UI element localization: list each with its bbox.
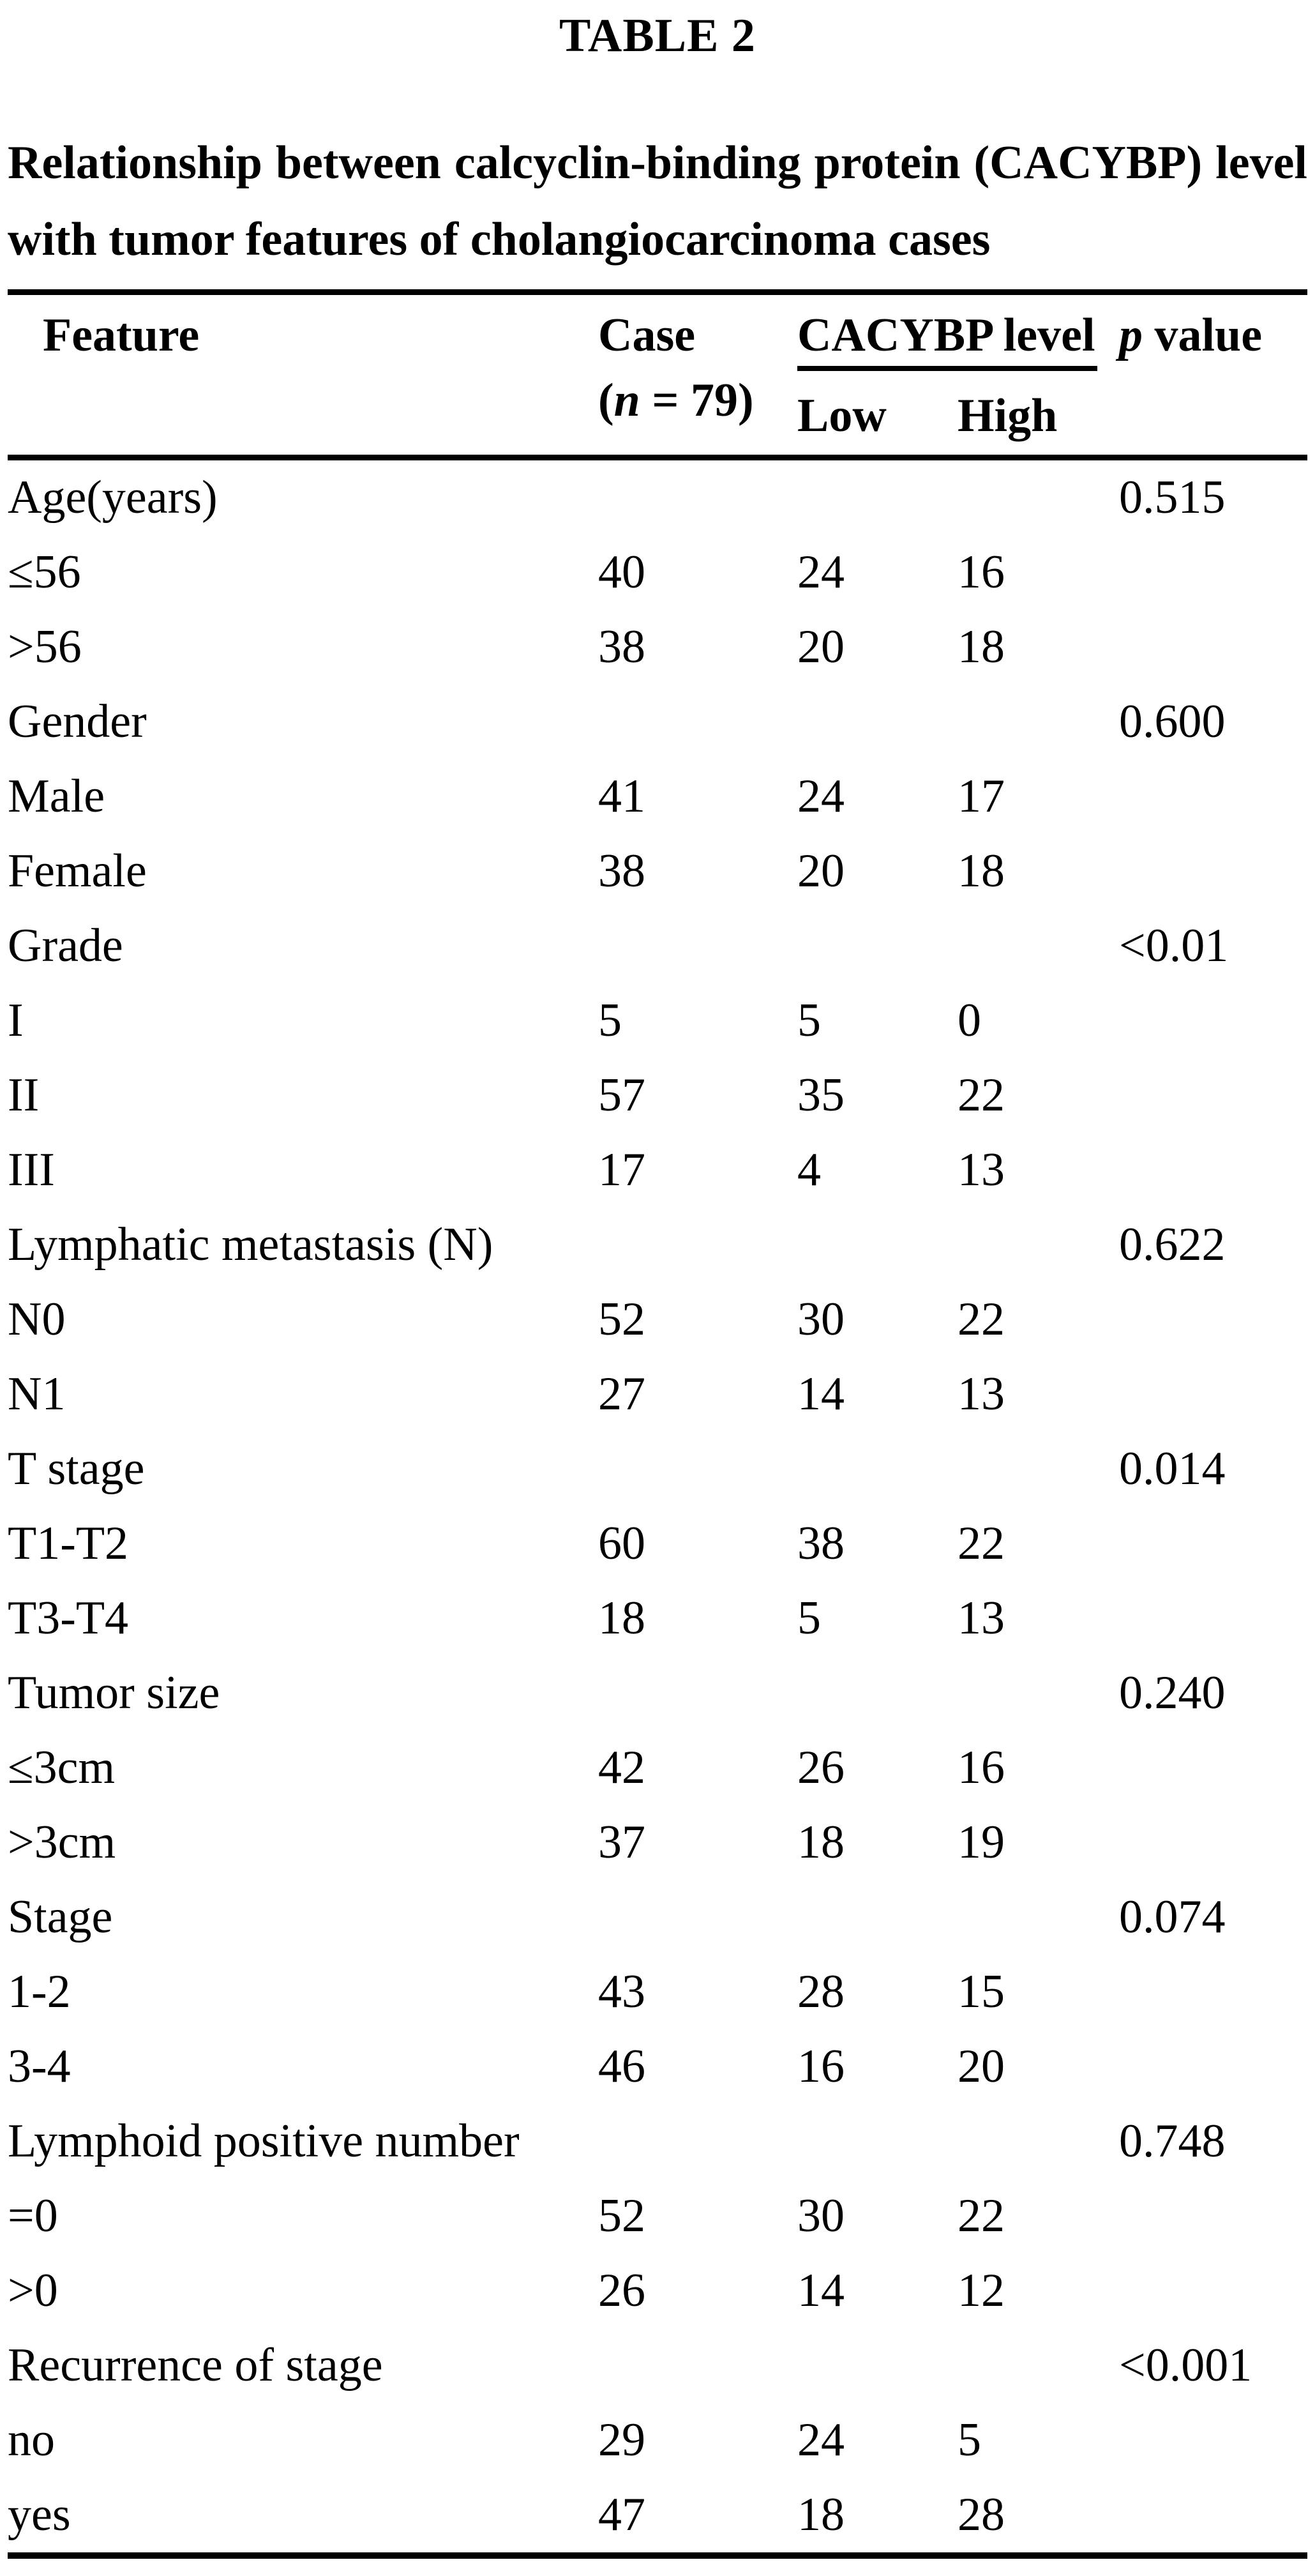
feature-cell: 3-4 bbox=[8, 2040, 71, 2093]
p-italic: p bbox=[1119, 309, 1143, 361]
table-body bbox=[8, 460, 1307, 2556]
high-count-cell: 13 bbox=[958, 1144, 1005, 1196]
case-count-cell bbox=[598, 1432, 797, 1506]
high-count-cell: 12 bbox=[958, 2264, 1005, 2317]
header-high: High bbox=[958, 390, 1058, 442]
low-count-cell: 24 bbox=[797, 2414, 845, 2466]
high-count-cell: 22 bbox=[958, 1517, 1005, 1570]
high-count-cell: 17 bbox=[958, 770, 1005, 822]
p-value-cell bbox=[1119, 535, 1307, 610]
table-row bbox=[8, 610, 1307, 685]
high-count-cell bbox=[958, 1208, 1119, 1282]
case-count-cell: 42 bbox=[598, 1741, 645, 1794]
table-row bbox=[8, 983, 1307, 1058]
feature-cell: III bbox=[8, 1144, 55, 1196]
case-count-cell: 60 bbox=[598, 1517, 645, 1570]
p-value-cell: 0.600 bbox=[1119, 695, 1226, 748]
p-value-cell bbox=[1119, 1955, 1307, 2029]
table-row bbox=[8, 2029, 1307, 2104]
p-value-cell: 0.240 bbox=[1119, 1667, 1226, 1719]
case-count-cell: 38 bbox=[598, 621, 645, 673]
p-value-cell bbox=[1119, 1357, 1307, 1432]
feature-cell: II bbox=[8, 1069, 40, 1121]
table-row bbox=[8, 535, 1307, 610]
case-count-cell bbox=[598, 1880, 797, 1955]
feature-cell: Lymphatic metastasis (N) bbox=[8, 1218, 493, 1271]
feature-cell: Gender bbox=[8, 695, 147, 748]
low-count-cell: 35 bbox=[797, 1069, 845, 1121]
p-value-cell: 0.748 bbox=[1119, 2115, 1226, 2167]
low-count-cell bbox=[797, 1432, 958, 1506]
high-count-cell: 13 bbox=[958, 1368, 1005, 1420]
p-value-cell: <0.01 bbox=[1119, 920, 1229, 972]
p-value-cell bbox=[1119, 1133, 1307, 1208]
p-value-cell: <0.001 bbox=[1119, 2339, 1252, 2391]
p-value-cell bbox=[1119, 1581, 1307, 1656]
feature-cell: =0 bbox=[8, 2190, 58, 2242]
table-row bbox=[8, 1432, 1307, 1506]
table-row bbox=[8, 1880, 1307, 1955]
case-count-cell bbox=[598, 460, 797, 535]
table-row bbox=[8, 2104, 1307, 2179]
header-feature: Feature bbox=[43, 309, 200, 361]
feature-cell: I bbox=[8, 994, 24, 1047]
high-count-cell: 22 bbox=[958, 2190, 1005, 2242]
case-count-cell: 17 bbox=[598, 1144, 645, 1196]
case-count-cell: 27 bbox=[598, 1368, 645, 1420]
high-count-cell: 20 bbox=[958, 2040, 1005, 2093]
table-row bbox=[8, 1133, 1307, 1208]
table-number-title: TABLE 2 bbox=[559, 10, 756, 62]
feature-cell: N0 bbox=[8, 1293, 66, 1345]
p-value-cell bbox=[1119, 1731, 1307, 1805]
header-p-value bbox=[1119, 309, 1263, 361]
case-count-cell bbox=[598, 685, 797, 759]
table-header bbox=[8, 289, 1307, 460]
case-count-cell: 5 bbox=[598, 994, 622, 1047]
case-count-cell bbox=[598, 1656, 797, 1731]
low-count-cell bbox=[797, 1880, 958, 1955]
case-count-cell bbox=[598, 2104, 797, 2179]
p-value-cell: 0.515 bbox=[1119, 471, 1226, 524]
high-count-cell bbox=[958, 2104, 1119, 2179]
case-count-cell: 40 bbox=[598, 546, 645, 598]
p-rest: value bbox=[1143, 309, 1263, 361]
case-n-italic: n bbox=[613, 374, 640, 427]
header-case: Case bbox=[598, 309, 696, 361]
high-count-cell: 0 bbox=[958, 994, 981, 1047]
table-row bbox=[8, 1506, 1307, 1581]
low-count-cell: 30 bbox=[797, 1293, 845, 1345]
low-count-cell bbox=[797, 909, 958, 983]
case-count-cell: 18 bbox=[598, 1592, 645, 1644]
p-value-cell bbox=[1119, 2403, 1307, 2478]
case-count-cell bbox=[598, 2328, 797, 2403]
p-value-cell bbox=[1119, 834, 1307, 909]
caption-line-1: Relationship between calcyclin-binding protein (CACYBP) level bbox=[8, 137, 1307, 189]
high-count-cell bbox=[958, 909, 1119, 983]
feature-cell: 1-2 bbox=[8, 1966, 71, 2018]
low-count-cell: 14 bbox=[797, 2264, 845, 2317]
table-row bbox=[8, 1805, 1307, 1880]
low-count-cell: 18 bbox=[797, 1816, 845, 1868]
p-value-cell bbox=[1119, 759, 1307, 834]
p-value-cell bbox=[1119, 1506, 1307, 1581]
low-count-cell: 5 bbox=[797, 1592, 821, 1644]
p-value-cell bbox=[1119, 1282, 1307, 1357]
table-row bbox=[8, 1731, 1307, 1805]
table-row bbox=[8, 1208, 1307, 1282]
low-count-cell: 18 bbox=[797, 2489, 845, 2541]
table-row bbox=[8, 1656, 1307, 1731]
case-count-cell bbox=[598, 1208, 797, 1282]
feature-cell: >56 bbox=[8, 621, 82, 673]
low-count-cell: 30 bbox=[797, 2190, 845, 2242]
feature-cell: T stage bbox=[8, 1443, 145, 1495]
p-value-cell: 0.622 bbox=[1119, 1218, 1226, 1271]
table-row bbox=[8, 1058, 1307, 1133]
case-count-cell: 37 bbox=[598, 1816, 645, 1868]
table-caption bbox=[8, 125, 1307, 278]
high-count-cell bbox=[958, 1880, 1119, 1955]
high-count-cell bbox=[958, 1656, 1119, 1731]
table-row bbox=[8, 2478, 1307, 2556]
high-count-cell bbox=[958, 1432, 1119, 1506]
feature-cell: Age(years) bbox=[8, 471, 218, 524]
high-count-cell: 22 bbox=[958, 1069, 1005, 1121]
case-count-cell: 46 bbox=[598, 2040, 645, 2093]
case-count-cell: 38 bbox=[598, 845, 645, 897]
high-count-cell bbox=[958, 460, 1119, 535]
feature-cell: ≤56 bbox=[8, 546, 81, 598]
low-count-cell bbox=[797, 685, 958, 759]
feature-cell: no bbox=[8, 2414, 55, 2466]
low-count-cell: 24 bbox=[797, 546, 845, 598]
low-count-cell: 38 bbox=[797, 1517, 845, 1570]
cacybp-subheader-rule bbox=[797, 366, 1097, 371]
p-value-cell bbox=[1119, 2478, 1307, 2556]
table-row bbox=[8, 685, 1307, 759]
low-count-cell bbox=[797, 1656, 958, 1731]
case-count-cell: 57 bbox=[598, 1069, 645, 1121]
case-n-open: ( bbox=[598, 374, 614, 427]
high-count-cell: 5 bbox=[958, 2414, 981, 2466]
table-body-grid bbox=[8, 460, 1307, 2559]
table-row bbox=[8, 1955, 1307, 2029]
table-row bbox=[8, 1581, 1307, 1656]
p-value-cell bbox=[1119, 2179, 1307, 2254]
feature-cell: Recurrence of stage bbox=[8, 2339, 383, 2391]
feature-cell: Stage bbox=[8, 1891, 113, 1943]
high-count-cell: 18 bbox=[958, 621, 1005, 673]
case-count-cell: 47 bbox=[598, 2489, 645, 2541]
p-value-cell bbox=[1119, 2254, 1307, 2328]
p-value-cell: 0.014 bbox=[1119, 1443, 1226, 1495]
high-count-cell: 15 bbox=[958, 1966, 1005, 2018]
feature-cell: Male bbox=[8, 770, 105, 822]
low-count-cell: 24 bbox=[797, 770, 845, 822]
low-count-cell: 20 bbox=[797, 621, 845, 673]
high-count-cell: 19 bbox=[958, 1816, 1005, 1868]
table-row bbox=[8, 2403, 1307, 2478]
p-value-cell bbox=[1119, 983, 1307, 1058]
low-count-cell: 28 bbox=[797, 1966, 845, 2018]
table-row bbox=[8, 909, 1307, 983]
feature-cell: N1 bbox=[8, 1368, 66, 1420]
case-count-cell: 29 bbox=[598, 2414, 645, 2466]
table-row bbox=[8, 2328, 1307, 2403]
low-count-cell: 20 bbox=[797, 845, 845, 897]
header-low: Low bbox=[797, 390, 887, 442]
high-count-cell: 16 bbox=[958, 1741, 1005, 1794]
case-count-cell: 41 bbox=[598, 770, 645, 822]
low-count-cell bbox=[797, 460, 958, 535]
feature-cell: >0 bbox=[8, 2264, 58, 2317]
case-n-rest: = 79) bbox=[640, 374, 754, 427]
high-count-cell: 22 bbox=[958, 1293, 1005, 1345]
feature-cell: Grade bbox=[8, 920, 123, 972]
table-row bbox=[8, 2254, 1307, 2328]
low-count-cell: 26 bbox=[797, 1741, 845, 1794]
feature-cell: >3cm bbox=[8, 1816, 116, 1868]
table-row bbox=[8, 1357, 1307, 1432]
p-value-cell: 0.074 bbox=[1119, 1891, 1226, 1943]
table-row bbox=[8, 759, 1307, 834]
table-row bbox=[8, 834, 1307, 909]
table-row bbox=[8, 460, 1307, 535]
case-count-cell: 26 bbox=[598, 2264, 645, 2317]
low-count-cell: 4 bbox=[797, 1144, 821, 1196]
low-count-cell bbox=[797, 2104, 958, 2179]
feature-cell: yes bbox=[8, 2489, 71, 2541]
high-count-cell: 18 bbox=[958, 845, 1005, 897]
feature-cell: Tumor size bbox=[8, 1667, 220, 1719]
table-row bbox=[8, 2179, 1307, 2254]
feature-cell: Female bbox=[8, 845, 147, 897]
case-count-cell: 52 bbox=[598, 1293, 645, 1345]
table-row bbox=[8, 1282, 1307, 1357]
feature-cell: T1-T2 bbox=[8, 1517, 129, 1570]
low-count-cell bbox=[797, 1208, 958, 1282]
p-value-cell bbox=[1119, 1058, 1307, 1133]
p-value-cell bbox=[1119, 2029, 1307, 2104]
low-count-cell: 14 bbox=[797, 1368, 845, 1420]
data-table bbox=[8, 289, 1307, 2559]
low-count-cell: 5 bbox=[797, 994, 821, 1047]
feature-cell: T3-T4 bbox=[8, 1592, 129, 1644]
header-cacybp-level: CACYBP level bbox=[797, 309, 1095, 361]
case-count-cell: 52 bbox=[598, 2190, 645, 2242]
caption-line-2: with tumor features of cholangiocarcinoma cases bbox=[8, 213, 991, 266]
high-count-cell bbox=[958, 685, 1119, 759]
p-value-cell bbox=[1119, 1805, 1307, 1880]
feature-cell: ≤3cm bbox=[8, 1741, 116, 1794]
low-count-cell bbox=[797, 2328, 958, 2403]
case-count-cell: 43 bbox=[598, 1966, 645, 2018]
feature-cell: Lymphoid positive number bbox=[8, 2115, 520, 2167]
high-count-cell bbox=[958, 2328, 1119, 2403]
header-case-n bbox=[598, 374, 754, 427]
low-count-cell: 16 bbox=[797, 2040, 845, 2093]
high-count-cell: 16 bbox=[958, 546, 1005, 598]
high-count-cell: 13 bbox=[958, 1592, 1005, 1644]
p-value-cell bbox=[1119, 610, 1307, 685]
high-count-cell: 28 bbox=[958, 2489, 1005, 2541]
case-count-cell bbox=[598, 909, 797, 983]
